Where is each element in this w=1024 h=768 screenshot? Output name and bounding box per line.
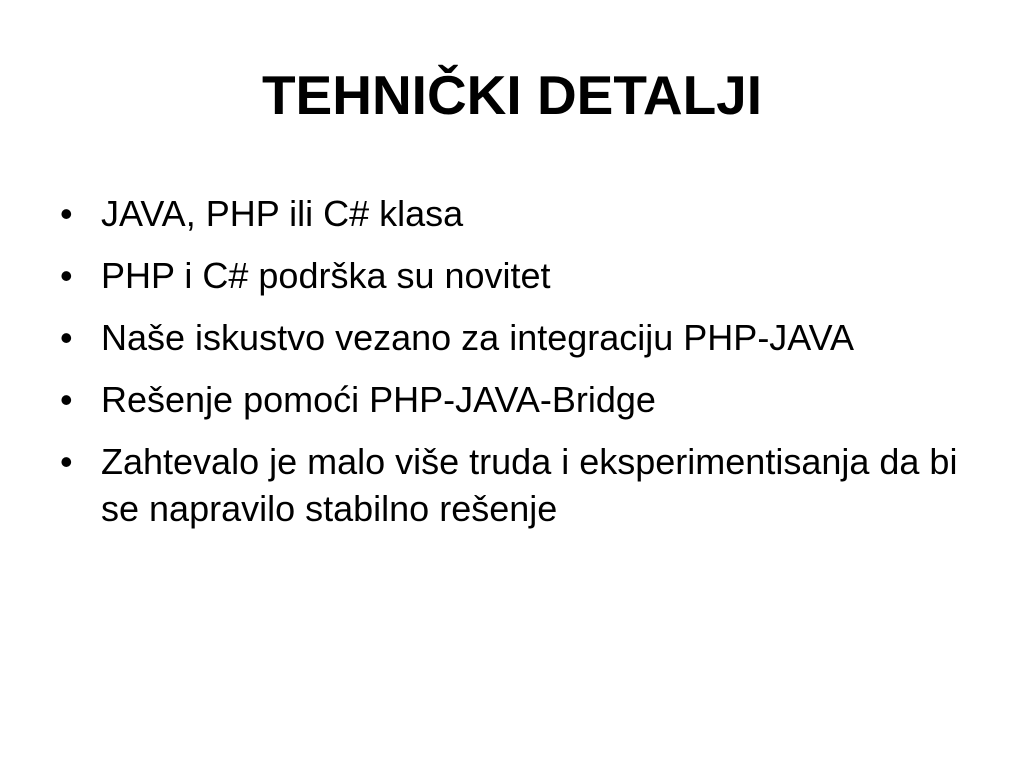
slide-title: TEHNIČKI DETALJI xyxy=(261,64,763,126)
list-item xyxy=(60,438,960,532)
bullet-icon: • xyxy=(60,317,73,358)
bullet-text: Rešenje pomoći PHP-JAVA-Bridge xyxy=(101,379,656,420)
bullet-text: Naše iskustvo vezano za integraciju PHP-JAVA xyxy=(101,317,854,358)
bullet-icon: • xyxy=(60,441,73,482)
list-item xyxy=(60,314,960,361)
list-item xyxy=(60,252,960,299)
bullet-icon: • xyxy=(60,193,73,234)
bullet-text: JAVA, PHP ili C# klasa xyxy=(101,193,464,234)
bullet-icon: • xyxy=(60,255,73,296)
bullet-text: PHP i C# podrška su novitet xyxy=(101,255,551,296)
list-item xyxy=(60,376,960,423)
bullet-text: Zahtevalo je malo više truda i eksperimentisanja da bi se napravilo stabilno rešenje xyxy=(101,441,958,529)
list-item xyxy=(60,190,960,237)
bullet-list xyxy=(60,190,960,547)
bullet-icon: • xyxy=(60,379,73,420)
